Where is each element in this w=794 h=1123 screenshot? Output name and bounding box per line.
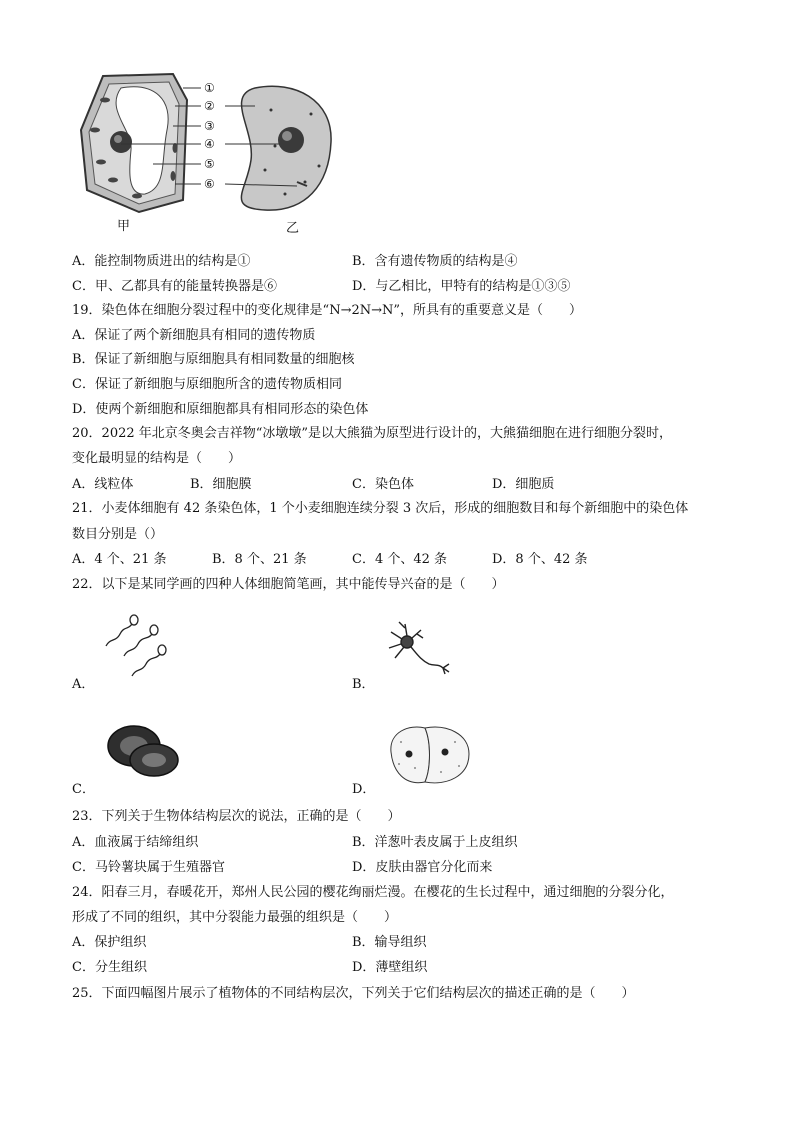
figure-label-1: ① [204,81,215,95]
q24-option-c: C．分生组织 [72,960,147,975]
figure-label-5: ⑤ [204,157,215,171]
q24-option-b: B．输导组织 [352,935,427,950]
q19-option-c: C．保证了新细胞与原细胞所含的遗传物质相同 [72,377,342,392]
q18-option-b: B．含有遗传物质的结构是④ [352,254,518,269]
q19-stem: 19．染色体在细胞分裂过程中的变化规律是“N→2N→N”，所具有的重要意义是（ ） [72,303,583,318]
figure-caption-jia: 甲 [117,219,131,234]
q21-option-d: D．8 个、42 条 [492,552,588,567]
q24-option-a: A．保护组织 [72,935,147,950]
q18-option-a: A．能控制物质进出的结构是① [72,254,251,269]
neuron-image [385,620,455,675]
q20-stem-line1: 20．2022 年北京冬奥会吉祥物“冰墩墩”是以大熊猫为原型进行设计的，大熊猫细胞在进行细胞分裂时， [72,426,673,441]
q21-option-c: C．4 个、42 条 [352,552,448,567]
q21-stem-line2: 数目分别是（） [72,527,164,542]
figure-label-3: ③ [204,119,215,133]
q19-option-b: B．保证了新细胞与原细胞具有相同数量的细胞核 [72,352,355,367]
plant-cell-jia [81,74,187,212]
q23-stem: 23．下列关于生物体结构层次的说法，正确的是（ ） [72,809,401,824]
q24-stem-line2: 形成了不同的组织，其中分裂能力最强的组织是（ ） [72,910,398,925]
sperm-cells-image [98,612,178,682]
figure-caption-yi: 乙 [286,221,300,236]
q23-option-a: A．血液属于结缔组织 [72,835,199,850]
figure-label-2: ② [204,99,215,113]
q21-stem-line1: 21．小麦体细胞有 42 条染色体，1 个小麦细胞连续分裂 3 次后，形成的细胞数目和每个新细胞中的染色体 [72,501,689,516]
q23-option-c: C．马铃薯块属于生殖器官 [72,860,225,875]
dividing-cells-image [385,722,475,788]
figure-label-4: ④ [204,137,215,151]
q19-option-d: D．使两个新细胞和原细胞都具有相同形态的染色体 [72,402,369,417]
q22-stem: 22．以下是某同学画的四种人体细胞简笔画，其中能传导兴奋的是（ ） [72,577,505,592]
q20-option-a: A．线粒体 [72,477,134,492]
q20-stem-line2: 变化最明显的结构是（ ） [72,451,242,466]
q21-option-a: A．4 个、21 条 [72,552,167,567]
q22-option-b: B． [352,677,375,692]
q18-option-d: D．与乙相比，甲特有的结构是①③⑤ [352,279,571,294]
q19-option-a: A．保证了两个新细胞具有相同的遗传物质 [72,328,316,343]
q20-option-b: B．细胞膜 [190,477,252,492]
figure-label-6: ⑥ [204,177,215,191]
animal-cell-yi [241,86,331,210]
q20-option-d: D．细胞质 [492,477,555,492]
q23-option-b: B．洋葱叶表皮属于上皮组织 [352,835,518,850]
q18-option-c: C．甲、乙都具有的能量转换器是⑥ [72,279,277,294]
q24-stem-line1: 24．阳春三月，春暖花开，郑州人民公园的樱花绚丽烂漫。在樱花的生长过程中，通过细胞的分裂分化， [72,885,674,900]
q21-option-b: B．8 个、21 条 [212,552,307,567]
q20-option-c: C．染色体 [352,477,414,492]
q22-option-c: C． [72,782,95,797]
q22-option-a: A． [72,677,95,692]
q25-stem: 25．下面四幅图片展示了植物体的不同结构层次，下列关于它们结构层次的描述正确的是（ ） [72,986,635,1001]
q23-option-d: D．皮肤由器官分化而来 [352,860,493,875]
q24-option-d: D．薄壁组织 [352,960,428,975]
red-blood-cells-image [104,720,184,780]
q22-option-d: D． [352,782,376,797]
